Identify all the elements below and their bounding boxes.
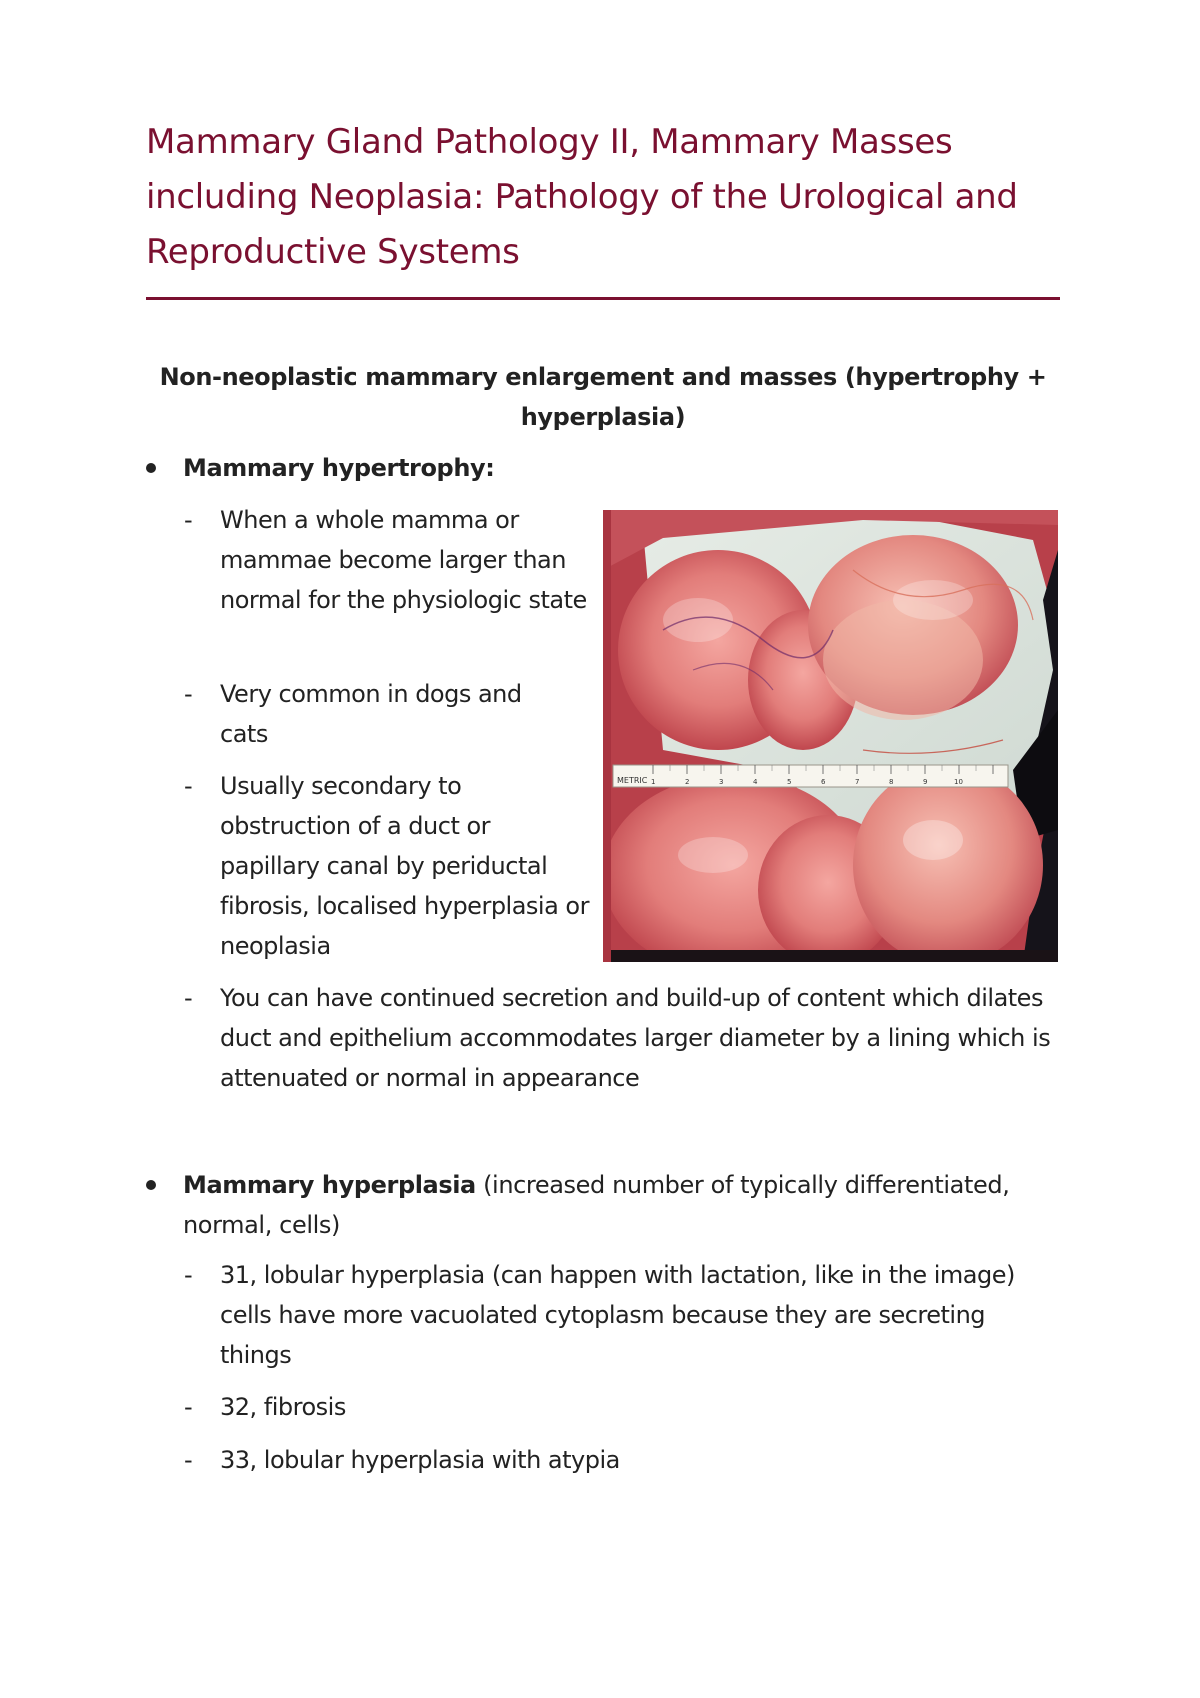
ruler-number: 4 bbox=[753, 778, 758, 786]
title-divider bbox=[146, 297, 1060, 300]
bullet-text bbox=[183, 1165, 1053, 1245]
dash-icon: - bbox=[184, 984, 193, 1012]
dash-icon: - bbox=[184, 1261, 193, 1289]
bullet-icon bbox=[146, 463, 156, 473]
ruler-number: 9 bbox=[923, 778, 928, 786]
specimen-photo-svg bbox=[603, 510, 1058, 962]
ruler-number: 5 bbox=[787, 778, 792, 786]
ruler-number: 3 bbox=[719, 778, 724, 786]
specimen-photo bbox=[603, 510, 1058, 962]
list-item-text: 32, fibrosis bbox=[220, 1393, 346, 1421]
ruler-number: 8 bbox=[889, 778, 894, 786]
ruler-number: 2 bbox=[685, 778, 690, 786]
list-item-text: 33, lobular hyperplasia with atypia bbox=[220, 1446, 620, 1474]
list-item-text: Very common in dogs and cats bbox=[220, 680, 522, 748]
ruler-number: 6 bbox=[821, 778, 826, 786]
list-item-text: When a whole mamma or mammae become larger than normal for the physiologic state bbox=[220, 506, 587, 614]
bullet-hypertrophy bbox=[146, 448, 1060, 488]
bullet-label: Mammary hypertrophy: bbox=[183, 454, 495, 482]
bullet-description: (increased number of typically differentiated, normal, cells) bbox=[183, 1171, 1010, 1239]
list-item-text: You can have continued secretion and build-up of content which dilates duct and epithelium accommodates larger diameter by a lining which is attenuated or normal in appearance bbox=[220, 984, 1051, 1092]
ruler-number: 1 bbox=[651, 778, 656, 786]
dash-icon: - bbox=[184, 1446, 193, 1474]
list-item-text: 31, lobular hyperplasia (can happen with lactation, like in the image) cells have more vacuolated cytoplasm because they are secreting things bbox=[220, 1261, 1015, 1369]
dash-icon: - bbox=[184, 1393, 193, 1421]
list-item-text: Usually secondary to obstruction of a duct or papillary canal by periductal fibrosis, localised hyperplasia or neoplasia bbox=[220, 772, 589, 960]
ruler-number: 7 bbox=[855, 778, 860, 786]
bullet-icon bbox=[146, 1180, 156, 1190]
ruler-label: METRIC bbox=[617, 776, 648, 785]
dash-icon: - bbox=[184, 680, 193, 708]
bullet-label: Mammary hyperplasia bbox=[183, 1171, 476, 1199]
ruler-number: 10 bbox=[954, 778, 963, 786]
ruler bbox=[613, 765, 1008, 787]
page-title: Mammary Gland Pathology II, Mammary Masses including Neoplasia: Pathology of the Urological and Reproductive Systems bbox=[146, 122, 1018, 272]
section-heading: Non-neoplastic mammary enlargement and masses (hypertrophy + hyperplasia) bbox=[159, 363, 1047, 431]
bullet-hyperplasia bbox=[146, 1165, 1060, 1245]
dash-icon: - bbox=[184, 506, 193, 534]
dash-icon: - bbox=[184, 772, 193, 800]
